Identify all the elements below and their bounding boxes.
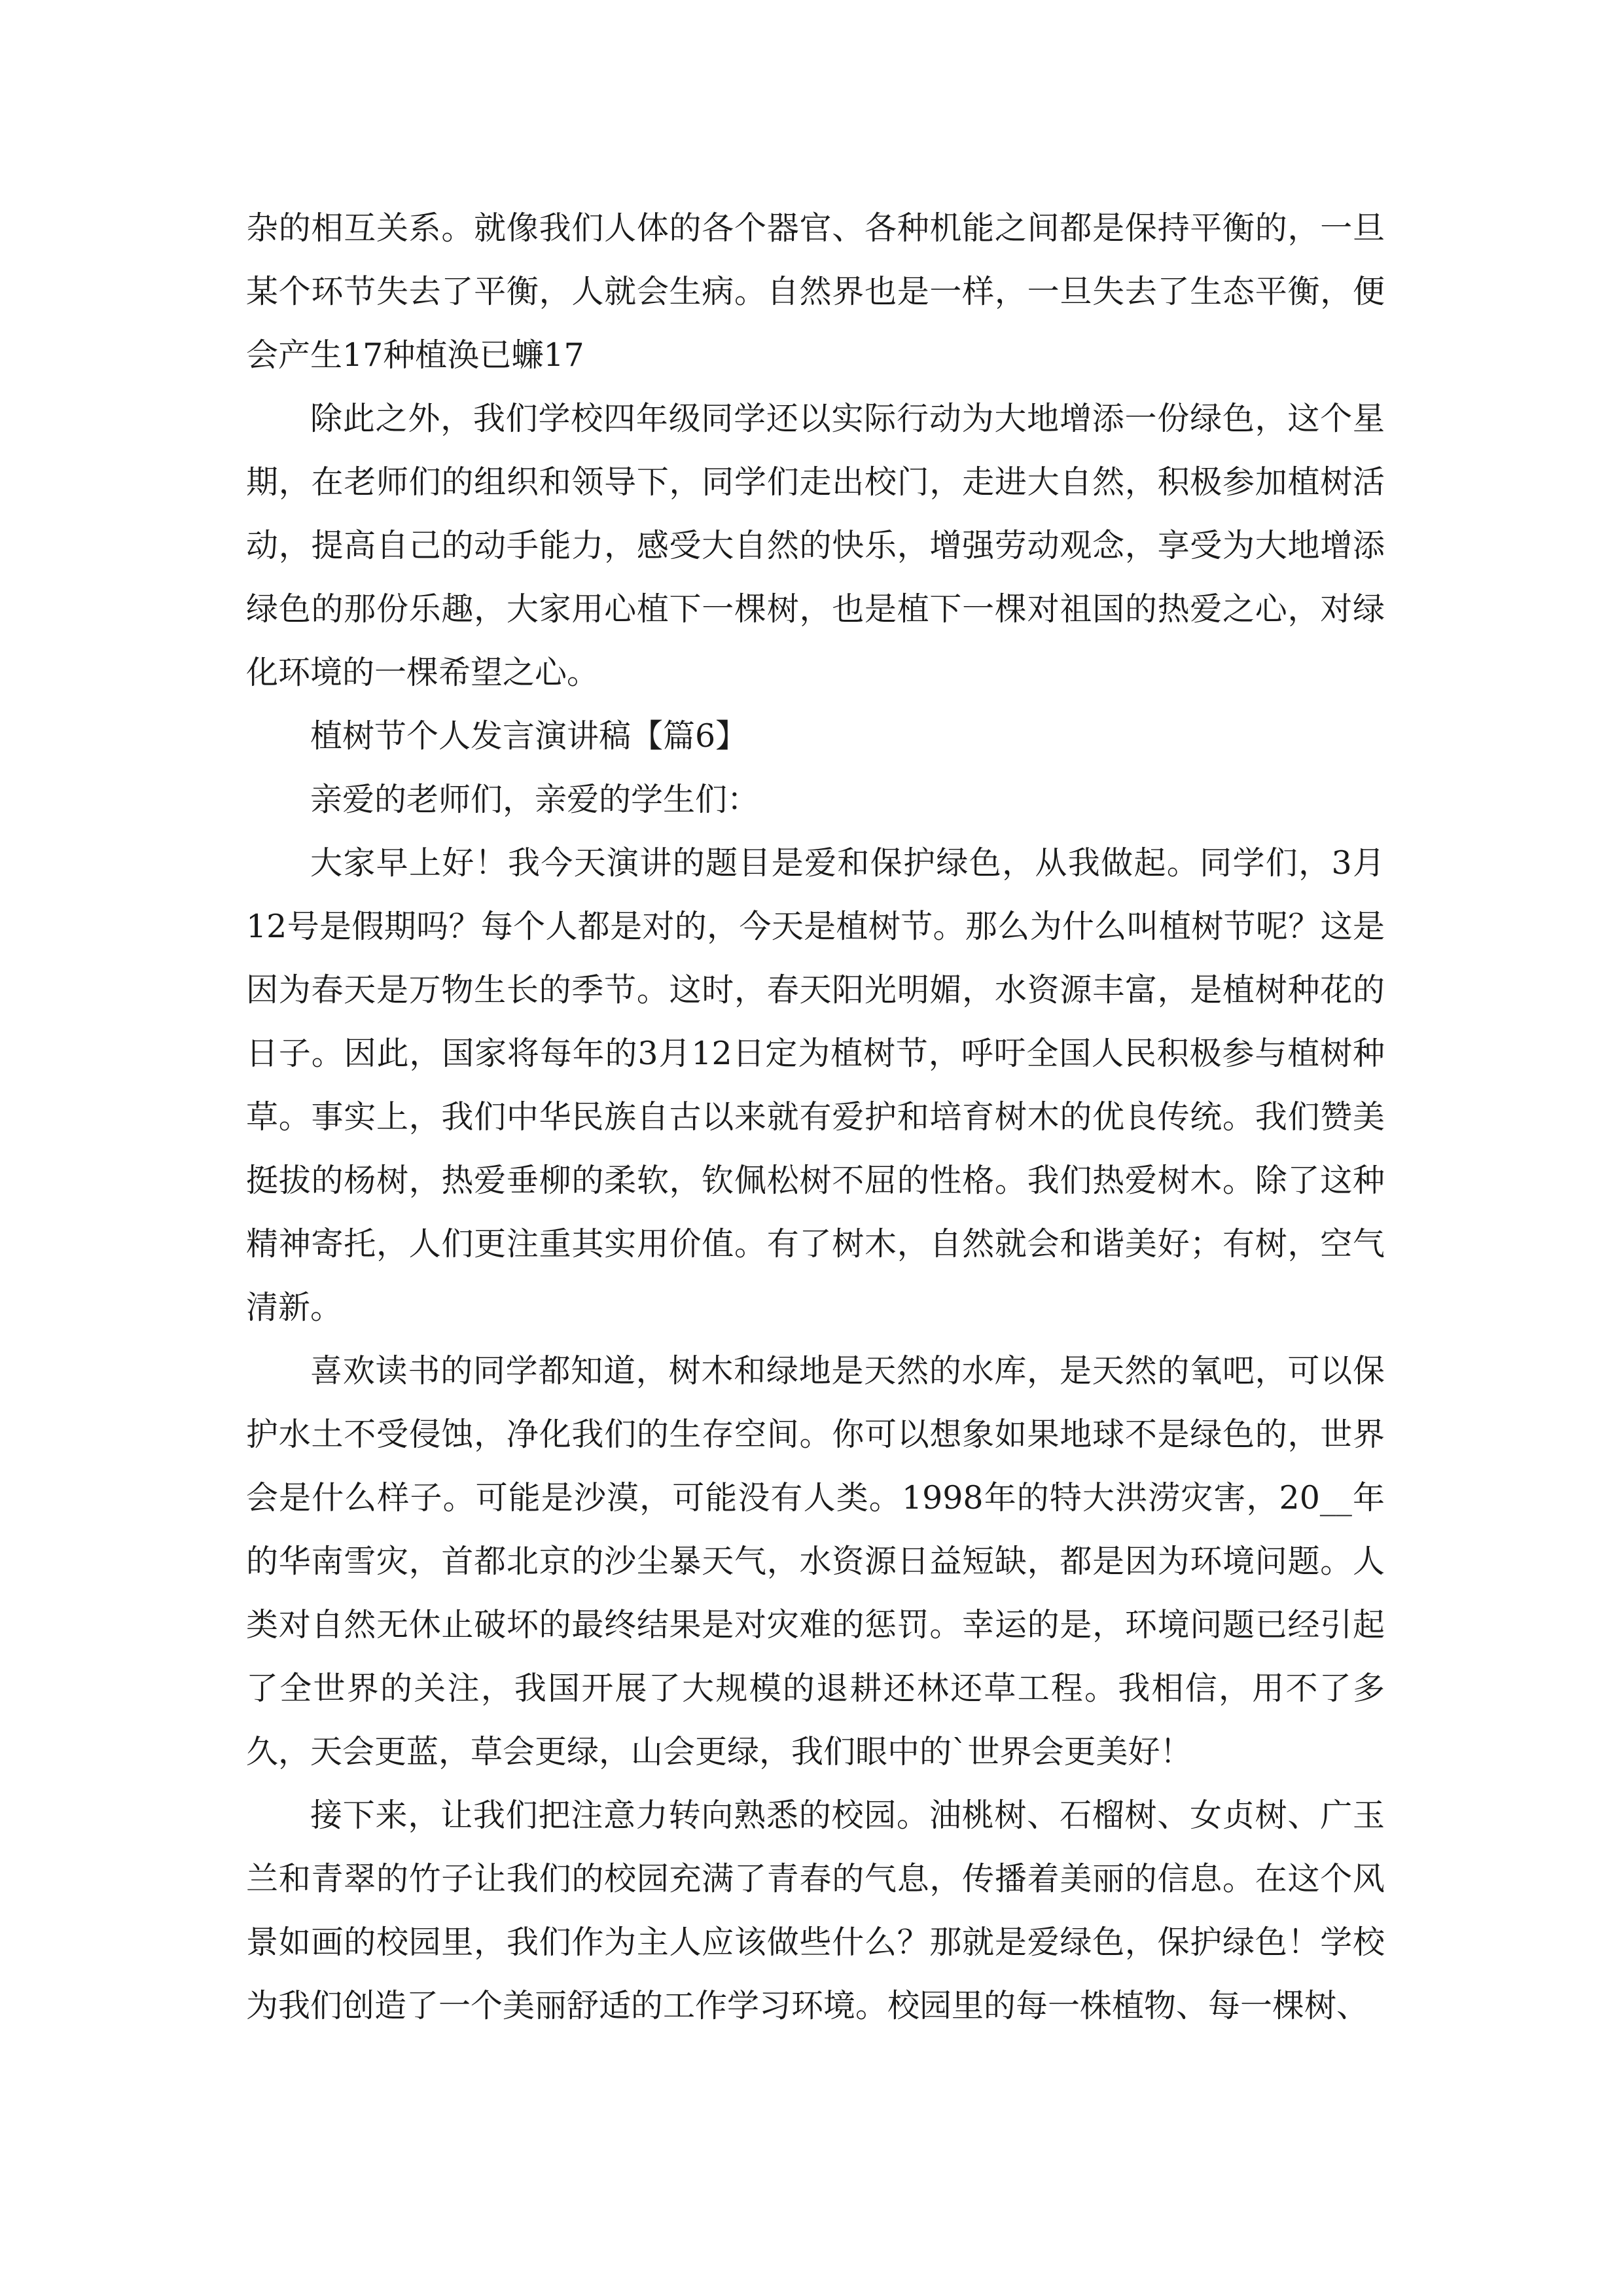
section-heading: 植树节个人发言演讲稿【篇6】 bbox=[310, 717, 748, 755]
document-body bbox=[246, 196, 1385, 2037]
paragraph-continuation: 杂的相互关系。就像我们人体的各个器官、各种机能之间都是保持平衡的，一旦某个环节失去了平衡，人就会生病。自然界也是一样，一旦失去了生态平衡，便会产生17种植涣已蠊17 bbox=[246, 209, 1385, 374]
paragraph-arbor-day-intro: 大家早上好！我今天演讲的题目是爱和保护绿色，从我做起。同学们，3月12号是假期吗？每个人都是对的，今天是植树节。那么为什么叫植树节呢？这是因为春天是万物生长的季节。这时，春天阳光明媚，水资源丰富，是植树种花的日子。因此，国家将每年的3月12日定为植树节，呼吁全国人民积极参与植树种草。事实上，我们中华民族自古以来就有爱护和培育树木的优良传统。我们赞美挺拔的杨树，热爱垂柳的柔软，钦佩松树不屈的性格。我们热爱树木。除了这种精神寄托，人们更注重其实用价值。有了树木，自然就会和谐美好；有树，空气清新。 bbox=[246, 844, 1385, 1326]
paragraph-campus: 接下来，让我们把注意力转向熟悉的校园。油桃树、石榴树、女贞树、广玉兰和青翠的竹子让我们的校园充满了青春的气息，传播着美丽的信息。在这个风景如画的校园里，我们作为主人应该做些什么？那就是爱绿色，保护绿色！学校为我们创造了一个美丽舒适的工作学习环境。校园里的每一株植物、每一棵树、 bbox=[246, 1797, 1385, 2024]
paragraph-tree-planting-activity: 除此之外，我们学校四年级同学还以实际行动为大地增添一份绿色，这个星期，在老师们的组织和领导下，同学们走出校门，走进大自然，积极参加植树活动，提高自己的动手能力，感受大自然的快乐，增强劳动观念，享受为大地增添绿色的那份乐趣，大家用心植下一棵树，也是植下一棵对祖国的热爱之心，对绿化环境的一棵希望之心。 bbox=[246, 400, 1385, 691]
paragraph-environment: 喜欢读书的同学都知道，树木和绿地是天然的水库，是天然的氧吧，可以保护水土不受侵蚀，净化我们的生存空间。你可以想象如果地球不是绿色的，世界会是什么样子。可能是沙漠，可能没有人类。1998年的特大洪涝灾害，20__年的华南雪灾，首都北京的沙尘暴天气，水资源日益短缺，都是因为环境问题。人类对自然无休止破坏的最终结果是对灾难的惩罚。幸运的是，环境问题已经引起了全世界的关注，我国开展了大规模的退耕还林还草工程。我相信，用不了多久，天会更蓝，草会更绿，山会更绿，我们眼中的`世界会更美好！ bbox=[246, 1352, 1385, 1770]
salutation: 亲爱的老师们，亲爱的学生们： bbox=[310, 781, 760, 818]
